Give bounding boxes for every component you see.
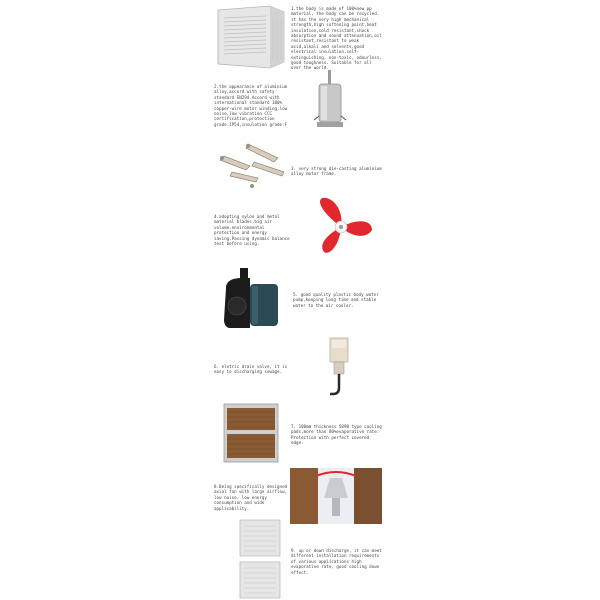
up-down-discharge-image [236, 518, 286, 600]
feature-1-caption: 1.the body is made of 100%new pp material, the body can be recycled. it has the very high mechanical strength,high softening point,heat insulation,cold resistant,shock absorption and sound attenuation,oil resistant,resistant to weak acid,alkali and solvents,good electrical insulation,self-extinguishing, non-toxic, odourless, good toughness. Suitable for all over the world. [291, 6, 382, 71]
fan-blade-image [304, 194, 378, 260]
axial-fan-image [290, 468, 382, 524]
feature-7-caption: 7. 100mm thickness 5090 type cooling pads,more than 80%evaporative rate. Protection with perfect covered edge. [291, 424, 382, 446]
feature-5-caption: 5. good quality plastic body water pump,keeping long time and stable water to the air cooler. [293, 292, 379, 308]
feature-4-caption: 4.adopting nylon and metal material blades,big air volume,environmental protection and energy saving.Passing dynamic balance test before using. [214, 214, 290, 247]
drain-valve-image [326, 336, 354, 398]
motor-frame-image [216, 142, 288, 194]
cooling-pad-image [222, 402, 280, 464]
motor-image [310, 70, 350, 134]
feature-8-caption: 8.Being specifically designed axial fan with large airflow, low noise, low energy consumption and wide applicability. [214, 484, 288, 511]
feature-9-caption: 9. up or down discharge, it can meet different installation requirements of various applications high evaporative rate, good cooling down effect. [291, 548, 382, 575]
air-cooler-unit-image [214, 4, 288, 70]
feature-2-caption: 2.the appearance of aluminium alloy,accord with safety standard EN294.Accord with international standard 100% copper-wire motor winding,low noise,low vibration CCC certification,protection grade:IP54,insulation grade:F [214, 84, 288, 127]
water-pump-image [220, 266, 284, 332]
feature-3-caption: 3. very strong die-casting aluminium alloy motor frame. [291, 166, 382, 177]
feature-6-caption: 6. eletric drain valve, it is easy to discharging sewage. [214, 364, 288, 375]
